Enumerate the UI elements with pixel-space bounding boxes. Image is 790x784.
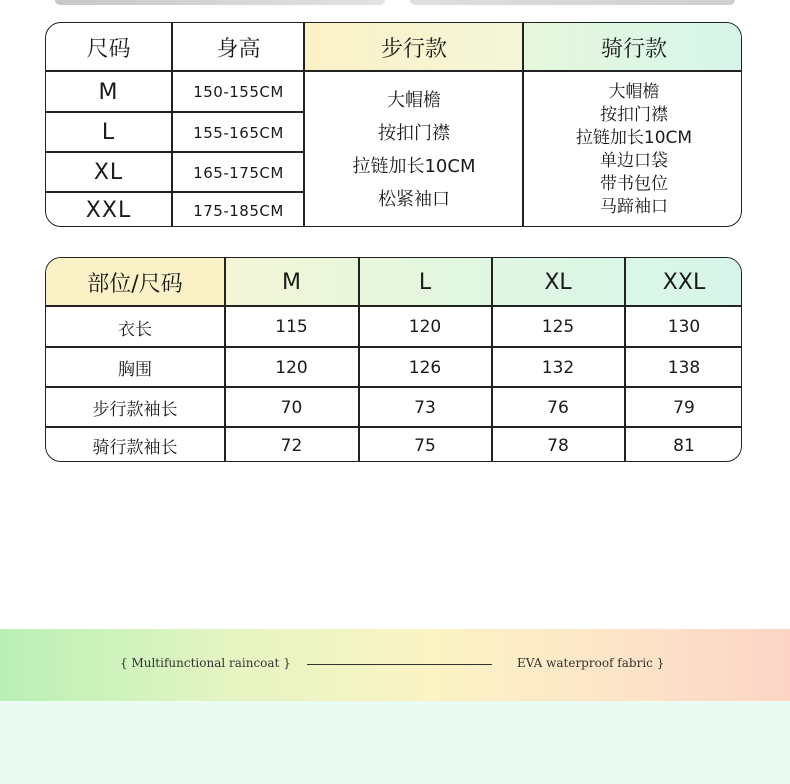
walk-feature: 松紧袖口 — [378, 189, 450, 210]
banner-divider-line — [307, 664, 492, 665]
divider — [46, 191, 304, 193]
row-label: 骑行款袖长 — [92, 438, 178, 458]
divider — [303, 23, 305, 226]
divider — [624, 258, 626, 461]
banner-right-text: EVA waterproof fabric } — [517, 656, 665, 670]
bottom-background — [0, 701, 790, 784]
walk-features — [305, 72, 523, 227]
row-label: 步行款袖长 — [92, 400, 178, 420]
divider — [46, 426, 741, 428]
table-cell: 79 — [673, 397, 695, 418]
table-cell: 78 — [547, 435, 569, 456]
ride-feature: 大帽檐 — [608, 82, 660, 102]
size-col-m: M — [282, 269, 301, 295]
row-label: 胸围 — [118, 360, 152, 380]
corner-header: 部位/尺码 — [87, 271, 183, 297]
divider — [46, 111, 304, 113]
divider — [522, 23, 524, 226]
row-size-l: L — [101, 120, 116, 145]
ride-feature: 马蹄袖口 — [600, 197, 668, 217]
row-height-xxl: 175-185CM — [193, 201, 284, 220]
size-col-xl: XL — [544, 269, 572, 295]
table-cell: 126 — [408, 357, 442, 378]
header-height: 身高 — [216, 36, 261, 62]
row-height-xl: 165-175CM — [193, 163, 284, 182]
walk-feature: 按扣门襟 — [378, 123, 450, 144]
table-cell: 125 — [541, 317, 575, 337]
header-walk-style: 步行款 — [380, 36, 447, 62]
table-cell: 130 — [667, 317, 701, 337]
table-cell: 120 — [408, 317, 442, 337]
ride-features — [524, 72, 742, 227]
table-cell: 75 — [414, 435, 436, 456]
size-col-l: L — [418, 269, 432, 295]
table-cell: 132 — [541, 357, 575, 378]
table-cell: 81 — [673, 435, 695, 456]
measurement-table — [45, 257, 742, 462]
row-height-l: 155-165CM — [193, 123, 284, 142]
divider — [46, 346, 741, 348]
row-size-xxl: XXL — [85, 198, 132, 223]
row-label: 衣长 — [118, 319, 152, 340]
ride-feature: 按扣门襟 — [600, 105, 668, 125]
divider — [491, 258, 493, 461]
table-cell: 70 — [280, 397, 303, 418]
header-ride-style: 骑行款 — [600, 36, 667, 62]
size-col-xxl: XXL — [662, 269, 706, 295]
table-cell: 138 — [667, 357, 701, 378]
banner-left-text: { Multifunctional raincoat } — [120, 656, 291, 670]
table-cell: 120 — [275, 357, 308, 378]
header-size: 尺码 — [86, 36, 131, 62]
ride-feature: 单边口袋 — [600, 151, 668, 171]
feature-banner — [0, 629, 790, 701]
divider — [46, 305, 741, 307]
row-size-xl: XL — [93, 160, 124, 185]
divider — [171, 23, 173, 226]
divider — [46, 386, 741, 388]
top-image-edge-left — [55, 0, 385, 5]
divider — [358, 258, 360, 461]
top-image-edge-right — [410, 0, 735, 5]
row-height-m: 150-155CM — [193, 83, 284, 101]
divider — [46, 151, 304, 153]
ride-feature: 带书包位 — [600, 174, 668, 194]
table-cell: 73 — [414, 397, 436, 418]
divider — [46, 70, 741, 72]
walk-feature: 拉链加长10CM — [352, 156, 476, 177]
ride-feature: 拉链加长10CM — [575, 128, 693, 148]
divider — [224, 258, 226, 461]
row-size-m: M — [98, 79, 119, 105]
table-cell: 115 — [275, 317, 308, 337]
walk-feature: 大帽檐 — [387, 90, 441, 111]
table-cell: 76 — [547, 397, 569, 418]
table-cell: 72 — [280, 435, 303, 456]
size-height-table — [45, 22, 742, 227]
